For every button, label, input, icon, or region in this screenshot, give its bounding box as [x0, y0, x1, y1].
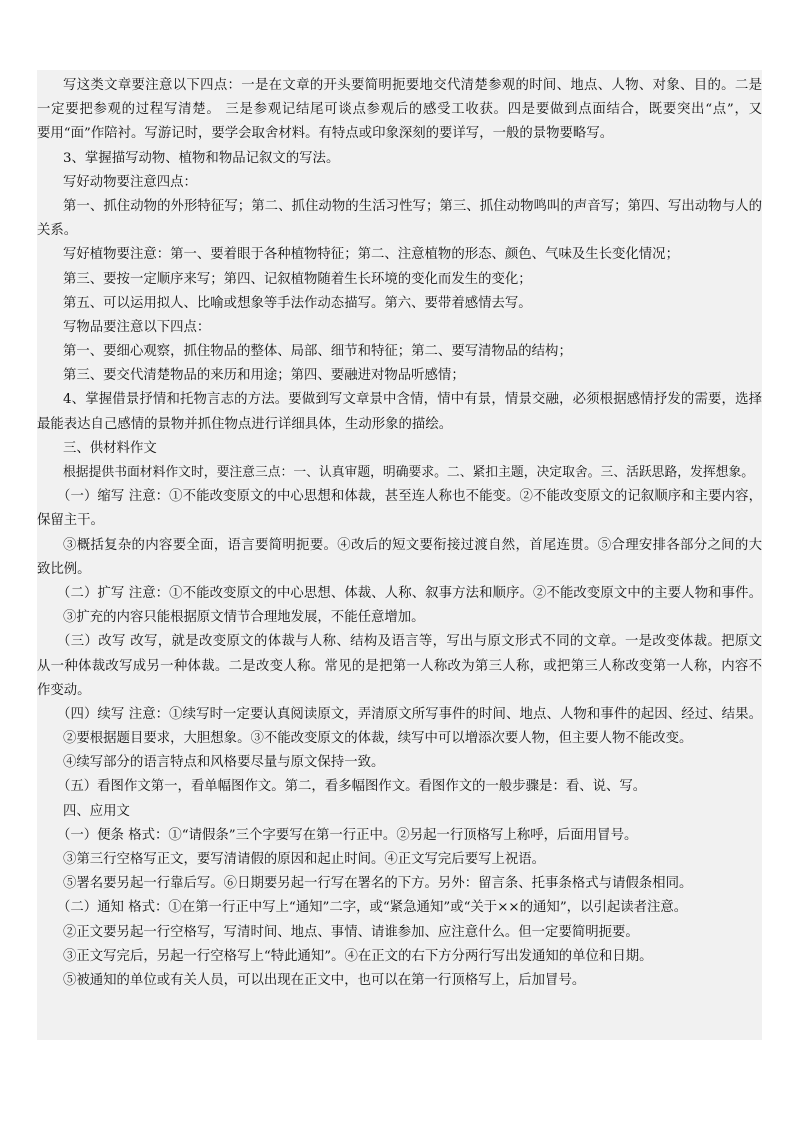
- paragraph-line: 第一、要细心观察，抓住物品的整体、局部、细节和特征；第二、要写清物品的结构；: [63, 344, 572, 360]
- paragraph-line: ②要根据题目要求，大胆想象。③不能改变原文的体裁，续写中可以增添次要人物，但主要人物不能改变。: [63, 731, 693, 747]
- paragraph-line: ③扩充的内容只能根据原文情节合理地发展，不能任意增加。: [63, 610, 425, 626]
- paragraph-line: ⑤署名要另起一行靠后写。⑥日期要另起一行写在署名的下方。另外：留言条、托事条格式与请假条相同。: [63, 876, 693, 892]
- paragraph-line: 第三、要按一定顺序来写；第四、记叙植物随着生长环境的变化而发生的变化；: [63, 271, 532, 287]
- paragraph-line: 保留主干。: [37, 513, 104, 529]
- paragraph-line: ②正文要另起一行空格写，写清时间、地点、事情、请谁参加、应注意什么。但一定要简明扼要。: [63, 924, 639, 940]
- paragraph-line: 写好植物要注意：第一、要着眼于各种植物特征；第二、注意植物的形态、颜色、气味及生长变化情况；: [63, 247, 679, 263]
- document-body: [37, 74, 762, 993]
- paragraph-line: ④续写部分的语言特点和风格要尽量与原文保持一致。: [63, 755, 385, 771]
- paragraph-line: 从一种体裁改写成另一种体裁。二是改变人称。常见的是把第一人称改为第三人称，或把第三人称改变第一人称，内容不: [37, 658, 762, 674]
- section-heading: 4、掌握借景抒情和托物言志的方法。要做到写文章景中含情，情中有景，情景交融，必须根据感情抒发的需要，选择: [63, 392, 762, 408]
- paragraph-line: ③第三行空格写正文，要写清请假的原因和起止时间。④正文写完后要写上祝语。: [63, 852, 546, 867]
- paragraph-line: 写好动物要注意四点：: [63, 174, 197, 190]
- paragraph-line: 要用“面”作陪衬。写游记时，要学会取舍材料。有特点或印象深刻的要详写，一般的景物要略写。: [37, 126, 614, 142]
- paragraph-line: 第三、要交代清楚物品的来历和用途；第四、要融进对物品听感情；: [63, 368, 465, 384]
- paragraph-line: ⑤被通知的单位或有关人员，可以出现在正文中，也可以在第一行顶格写上，后加冒号。: [63, 972, 586, 988]
- paragraph-line: 最能表达自己感情的景物并抓住物点进行详细具体，生动形象的描绘。: [37, 416, 453, 432]
- paragraph-line: 写物品要注意以下四点：: [63, 319, 211, 335]
- paragraph-line: 关系。: [37, 223, 78, 239]
- paragraph-line: （一）便条 格式：①“请假条”三个字要写在第一行正中。②另起一行顶格写上称呼，后面用冒号。: [57, 827, 638, 843]
- paragraph-line: 作变动。: [37, 682, 91, 698]
- paragraph-line: 第一、抓住动物的外形特征写；第二、抓住动物的生活习性写；第三、抓住动物鸣叫的声音写；第四、写出动物与人的: [63, 198, 762, 214]
- paragraph-line: 致比例。: [37, 561, 91, 577]
- paragraph-line: （二）扩写 注意：①不能改变原文的中心思想、体裁、人称、叙事方法和顺序。②不能改变原文中的主要人物和事件。: [57, 585, 762, 601]
- paragraph-line: 写这类文章要注意以下四点：一是在文章的开头要简明扼要地交代清楚参观的时间、地点、人物、对象、目的。二是: [63, 78, 762, 93]
- section-heading: 3、掌握描写动物、植物和物品记叙文的写法。: [63, 150, 340, 166]
- paragraph-line: （五）看图作文第一，看单幅图作文。第二，看多幅图作文。看图作文的一般步骤是：看、说、写。: [57, 779, 647, 795]
- paragraph-line: （四）续写 注意：①续写时一定要认真阅读原文，弄清原文所写事件的时间、地点、人物和事件的起因、经过、结果。: [57, 706, 762, 722]
- paragraph-line: （三）改写 改写，就是改变原文的体裁与人称、结构及语言等，写出与原文形式不同的文章。一是改变体裁。把原文: [57, 634, 762, 650]
- section-heading: 四、应用文: [63, 803, 130, 819]
- section-heading: 三、供材料作文: [63, 440, 157, 456]
- paragraph-line: （二）通知 格式：①在第一行正中写上“通知”二字，或“紧急通知”或“关于××的通知”，以引起读者注意。: [57, 900, 688, 916]
- paragraph-line: ③正文写完后，另起一行空格写上“特此通知”。④在正文的右下方分两行写出发通知的单位和日期。: [63, 948, 653, 964]
- paragraph-line: 根据提供书面材料作文时，要注意三点：一、认真审题，明确要求。二、紧扣主题，决定取舍。三、活跃思路，发挥想象。: [63, 465, 755, 480]
- paragraph-line: （一）缩写 注意：①不能改变原文的中心思想和体裁，甚至连人称也不能变。②不能改变原文的记叙顺序和主要内容，: [57, 489, 762, 505]
- paragraph-line: ③概括复杂的内容要全面，语言要简明扼要。④改后的短文要衔接过渡自然，首尾连贯。⑤合理安排各部分之间的大: [63, 537, 762, 553]
- paragraph-line: 一定要把参观的过程写清楚。 三是参观记结尾可谈点参观后的感受工收获。四是要做到点面结合，既要突出“点”，又: [37, 102, 762, 118]
- paragraph-line: 第五、可以运用拟人、比喻或想象等手法作动态描写。第六、要带着感情去写。: [63, 295, 532, 311]
